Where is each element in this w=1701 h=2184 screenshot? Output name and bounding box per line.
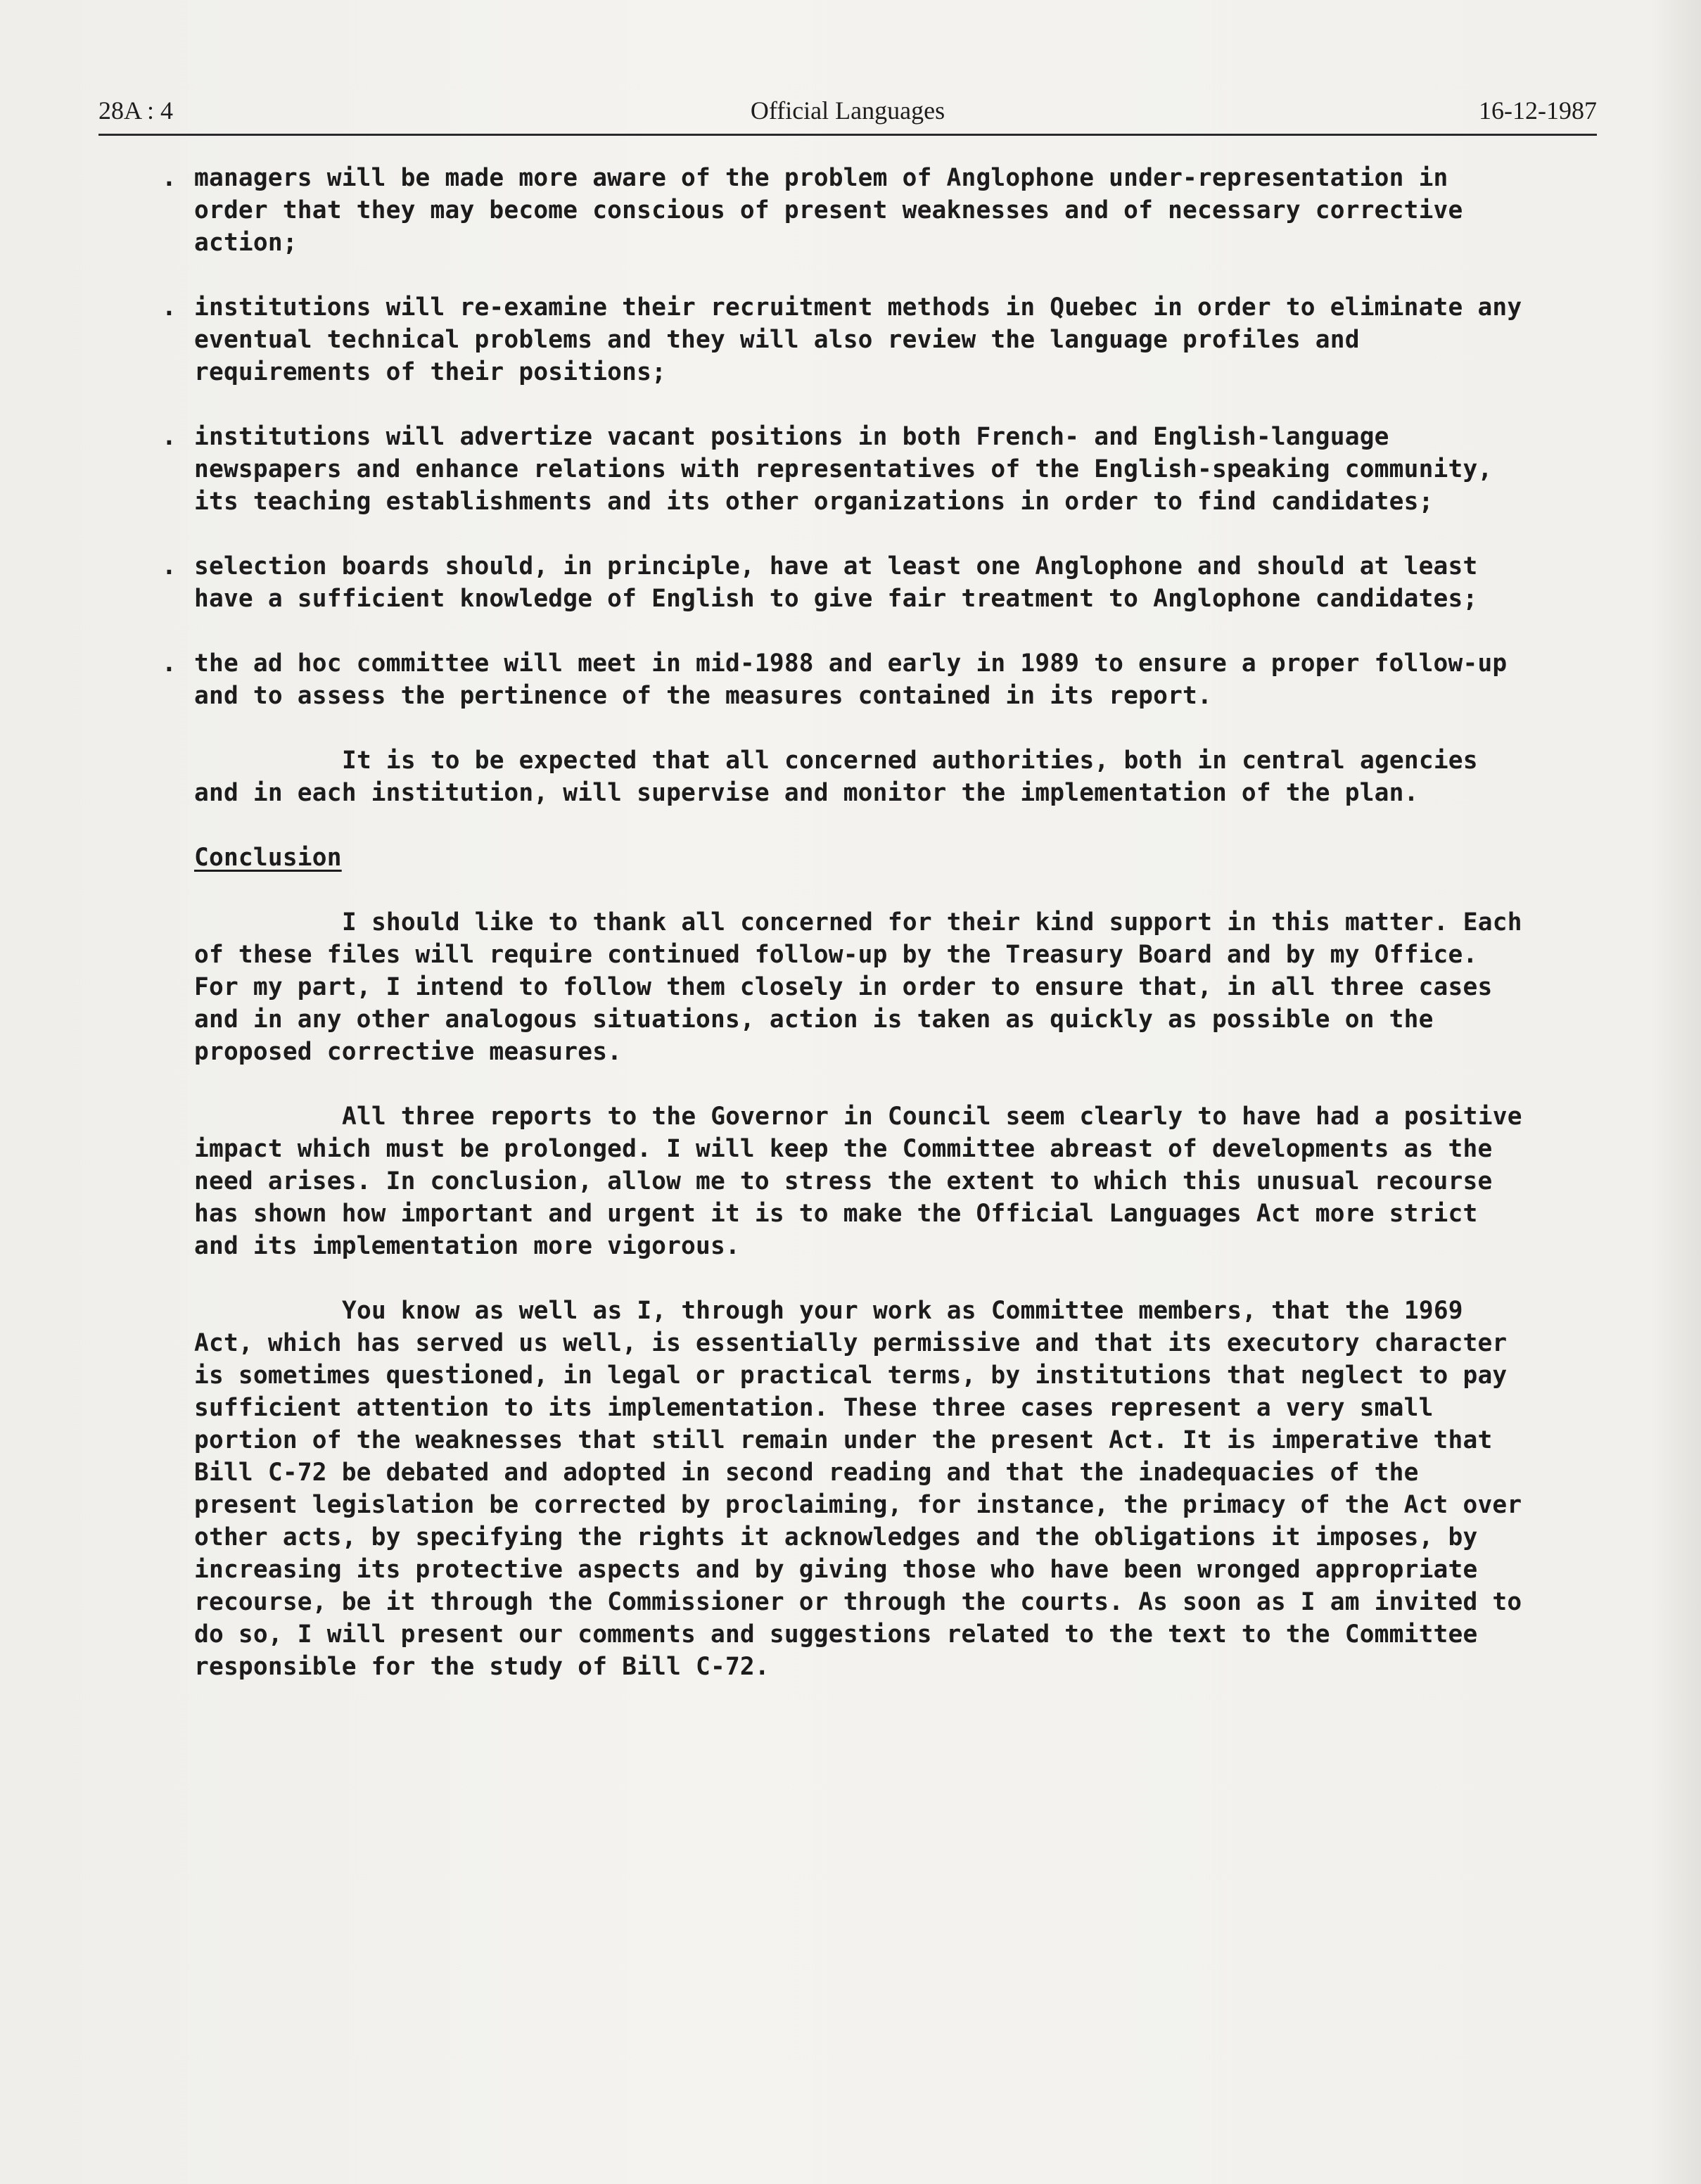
page-header (98, 90, 1597, 136)
bullet-item (14, 162, 1531, 259)
bullet-text: institutions will re-examine their recruitment methods in Quebec in order to eliminate any eventual technical problems and they will also review the language profiles and requirements of their positions; (194, 293, 1522, 386)
running-title: Official Languages (750, 96, 945, 125)
bullet-item (14, 647, 1531, 712)
bullet-list (14, 162, 1531, 712)
expectation-paragraph: It is to be expected that all concerned authorities, both in central agencies and in each institution, will supervise and monitor the implementation of the plan. (194, 747, 1478, 807)
bullet-text: managers will be made more aware of the problem of Anglophone under-representation in order that they may become conscious of present weaknesses and of necessary corrective action; (194, 164, 1463, 257)
act-paragraph: You know as well as I, through your work as Committee members, that the 1969 Act, which has served us well, is essentially permissive and that its executory character is sometimes questioned, in legal or practical terms, by institutions that neglect to pay sufficient attention to its implementation. These three cases represent a very small portion of the weaknesses that still remain under the present Act. It is imperative that Bill C-72 be debated and adopted in second reading and that the inadequacies of the present legislation be corrected by proclaiming, for instance, the primacy of the Act over other acts, by specifying the rights it acknowledges and the obligations it imposes, by increasing its protective aspects and by giving those who have been wronged appropriate recourse, be it through the Commissioner or through the courts. As soon as I am invited to do so, I will present our comments and suggestions related to the text to the Committee responsible for the study of Bill C-72. (194, 1297, 1522, 1681)
thanks-paragraph: I should like to thank all concerned for their kind support in this matter. Each of these files will require continued follow-up by the Treasury Board and by my Office. For my part, I intend to follow them closely in order to ensure that, in all three cases and in any other analogous situations, action is taken as quickly as possible on the proposed corrective measures. (194, 908, 1522, 1066)
page-number: 28A : 4 (98, 96, 174, 125)
bullet-text: the ad hoc committee will meet in mid-1988 and early in 1989 to ensure a proper follow-up and to assess the pertinence of the measures contained in its report. (194, 649, 1508, 710)
bullet-marker: . (162, 649, 177, 678)
page-date: 16-12-1987 (1479, 96, 1597, 125)
bullet-marker: . (162, 423, 177, 451)
bullet-text: institutions will advertize vacant positions in both French- and English-language newspapers and enhance relations with representatives of the English-speaking community, its teaching establishments and its other organizations in order to find candidates; (194, 423, 1493, 516)
bullet-marker: . (162, 552, 177, 580)
bullet-item (14, 550, 1531, 615)
reports-paragraph: All three reports to the Governor in Council seem clearly to have had a positive impact which must be prolonged. I will keep the Committee abreast of developments as the need arises. In conclusion, allow me to stress the extent to which this unusual recourse has shown how important and urgent it is to make the Official Languages Act more strict and its implementation more vigorous. (194, 1103, 1522, 1260)
section-heading: Conclusion (194, 844, 342, 872)
bullet-item (14, 291, 1531, 388)
bullet-text: selection boards should, in principle, have at least one Anglophone and should at least have a sufficient knowledge of English to give fair treatment to Anglophone candidates; (194, 552, 1478, 613)
bullet-marker: . (162, 293, 177, 322)
bullet-marker: . (162, 164, 177, 192)
bullet-item (14, 421, 1531, 518)
document-body (162, 162, 1531, 1715)
